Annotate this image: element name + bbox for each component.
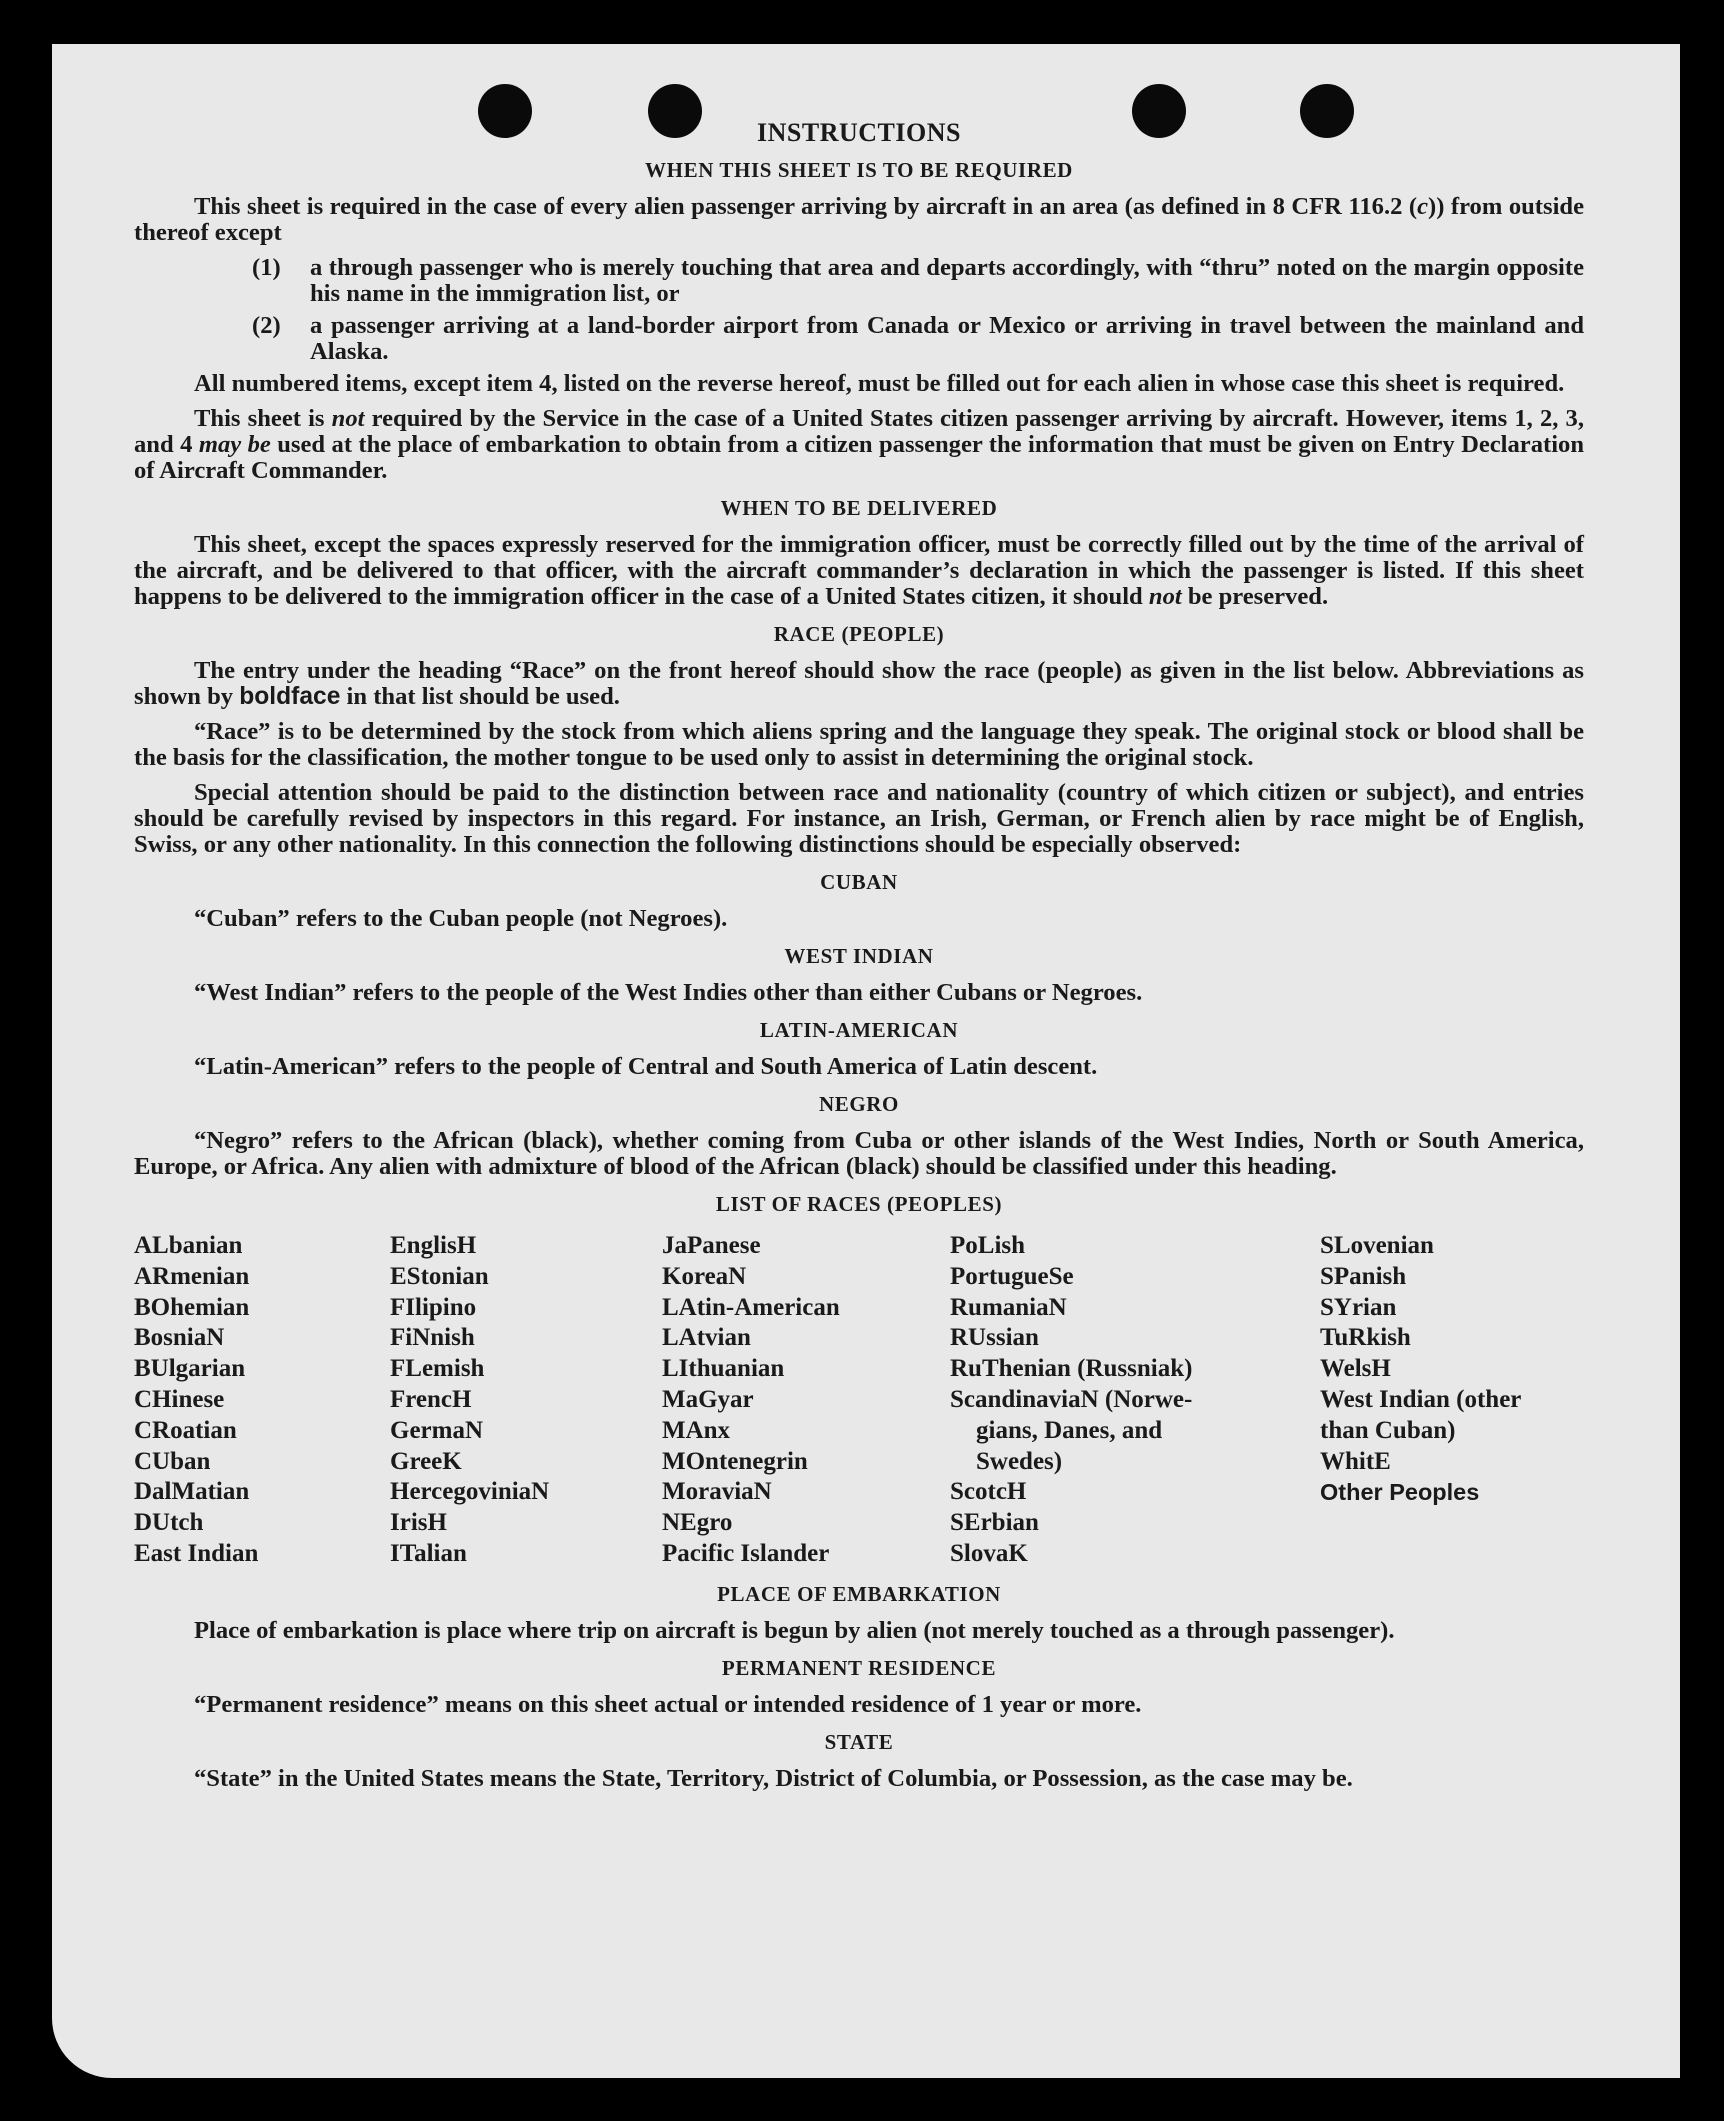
race-item: FIlipino — [390, 1293, 477, 1321]
race-item: MOntenegrin — [662, 1447, 808, 1475]
required-paragraph-1: This sheet is required in the case of every alien passenger arriving by aircraft in an area (as defined in 8 CFR 116.2 (c)) from outside thereof except — [134, 193, 1584, 246]
required-paragraph-3: This sheet is not required by the Service in the case of a United States citizen passenger arriving by aircraft. However, items 1, 2, 3, and 4 may be used at the place of embarkation to obtain from a citizen passenger the information that must be given on Entry Declaration of Aircraft Commander. — [134, 405, 1584, 484]
race-item: Swedes) — [976, 1447, 1063, 1475]
race-item: BOhemian — [134, 1293, 250, 1321]
document-page — [52, 44, 1680, 2078]
race-item: RUssian — [950, 1324, 1039, 1352]
race-item: DUtch — [134, 1509, 204, 1537]
race-paragraph-2: “Race” is to be determined by the stock from which aliens spring and the language they speak. The original stock or blood shall be the basis for the classification, the mother tongue to be used only to assist in determining the original stock. — [134, 718, 1584, 771]
race-item: WelsH — [1320, 1355, 1391, 1383]
heading-when-required: WHEN THIS SHEET IS TO BE REQUIRED — [645, 158, 1073, 182]
latin-american-text: “Latin-American” refers to the people of Central and South America of Latin descent. — [194, 1053, 1098, 1080]
race-item: ITalian — [390, 1539, 467, 1567]
race-item: ALbanian — [134, 1232, 243, 1259]
race-column-5 — [1320, 1231, 1584, 1570]
race-item: than Cuban) — [1320, 1416, 1456, 1444]
race-item: West Indian (other — [1320, 1385, 1522, 1413]
page-title: INSTRUCTIONS — [757, 118, 961, 147]
race-item: JaPanese — [662, 1232, 761, 1259]
race-item: ScandinaviaN (Norwe- — [950, 1385, 1193, 1413]
race-item: CRoatian — [134, 1416, 237, 1444]
race-item: GreeK — [390, 1447, 462, 1475]
race-item: East Indian — [134, 1539, 259, 1567]
race-item: Pacific Islander — [662, 1539, 830, 1567]
race-item: GermaN — [390, 1416, 484, 1444]
race-item: FrencH — [390, 1385, 472, 1413]
race-item: BUlgarian — [134, 1355, 246, 1383]
race-item: MAnx — [662, 1416, 731, 1444]
required-paragraph-2: All numbered items, except item 4, listed on the reverse hereof, must be filled out for each alien in whose case this sheet is required. — [194, 370, 1565, 397]
heading-negro: NEGRO — [818, 1092, 899, 1116]
race-item: EnglisH — [390, 1232, 477, 1259]
race-column-4 — [950, 1231, 1320, 1570]
race-item: LAtvian — [662, 1324, 751, 1352]
exception-item-1: (1) a through passenger who is merely touching that area and departs accordingly, with “thru” noted on the margin opposite his name in the immigration list, or — [252, 254, 1584, 307]
race-item: SErbian — [950, 1509, 1039, 1537]
race-item: SYrian — [1320, 1293, 1397, 1321]
race-item: RumaniaN — [950, 1293, 1067, 1321]
race-item: MaGyar — [662, 1385, 754, 1413]
race-item: PoLish — [950, 1232, 1026, 1259]
race-item: CHinese — [134, 1385, 225, 1413]
heading-list-of-races: LIST OF RACES (PEOPLES) — [715, 1192, 1003, 1216]
heading-permanent-residence: PERMANENT RESIDENCE — [721, 1655, 997, 1680]
race-item: Other Peoples — [1320, 1479, 1480, 1506]
race-item: LIthuanian — [662, 1355, 785, 1383]
heading-latin-american: LATIN-AMERICAN — [759, 1018, 959, 1042]
exception-item-2: (2) a passenger arriving at a land-border airport from Canada or Mexico or arriving in travel between the mainland and Alaska. — [252, 312, 1584, 365]
embarkation-text: Place of embarkation is place where trip on aircraft is begun by alien (not merely touched as a through passenger). — [194, 1616, 1395, 1644]
race-item: ARmenian — [134, 1262, 250, 1290]
race-column-2 — [390, 1231, 662, 1570]
heading-west-indian: WEST INDIAN — [784, 944, 934, 968]
race-paragraph-1: The entry under the heading “Race” on the front hereof should show the race (people) as given in the list below. Abbreviations as shown by boldface in that list should be used. — [134, 657, 1584, 710]
race-item: SlovaK — [950, 1539, 1028, 1567]
race-item: BosniaN — [134, 1324, 225, 1352]
race-list — [134, 1231, 1584, 1570]
race-item: gians, Danes, and — [976, 1416, 1163, 1444]
heading-when-delivered: WHEN TO BE DELIVERED — [720, 496, 998, 520]
race-item: LAtin-American — [662, 1293, 840, 1321]
race-item: FLemish — [390, 1355, 485, 1383]
heading-race: RACE (PEOPLE) — [773, 622, 945, 646]
race-item: KoreaN — [662, 1262, 747, 1290]
race-item: IrisH — [390, 1509, 447, 1537]
race-item: FiNnish — [390, 1324, 475, 1352]
heading-cuban: CUBAN — [820, 870, 898, 894]
west-indian-text: “West Indian” refers to the people of the West Indies other than either Cubans or Negroes. — [194, 979, 1143, 1006]
race-column-1 — [134, 1231, 390, 1570]
negro-text: “Negro” refers to the African (black), whether coming from Cuba or other islands of the West Indies, North or South America, Europe, or Africa. Any alien with admixture of blood of the African (black) should be classified under this heading. — [134, 1127, 1584, 1180]
race-item: DalMatian — [134, 1478, 250, 1506]
race-item: HercegoviniaN — [390, 1478, 550, 1506]
heading-place-of-embarkation: PLACE OF EMBARKATION — [717, 1581, 1001, 1606]
race-item: SLovenian — [1320, 1232, 1434, 1259]
race-item: NEgro — [662, 1509, 733, 1537]
race-item: WhitE — [1320, 1447, 1391, 1475]
race-item: ScotcH — [950, 1478, 1027, 1506]
race-item: RuThenian (Russniak) — [950, 1355, 1193, 1383]
race-item: MoraviaN — [662, 1478, 772, 1506]
residence-text: “Permanent residence” means on this sheet actual or intended residence of 1 year or more. — [194, 1690, 1142, 1718]
state-text: “State” in the United States means the State, Territory, District of Columbia, or Possession, as the case may be. — [194, 1764, 1353, 1792]
race-item: EStonian — [390, 1262, 489, 1290]
cuban-text: “Cuban” refers to the Cuban people (not Negroes). — [194, 905, 728, 932]
race-item: TuRkish — [1320, 1324, 1411, 1352]
race-paragraph-3: Special attention should be paid to the distinction between race and nationality (country of which citizen or subject), and entries should be carefully revised by inspectors in this regard. For instance, an Irish, German, or French alien by race might be of English, Swiss, or any other nationality. In this connection the following distinctions should be especially observed: — [134, 779, 1584, 858]
delivered-paragraph: This sheet, except the spaces expressly reserved for the immigration officer, must be correctly filled out by the time of the arrival of the aircraft, and be delivered to that officer, with the aircraft commander’s declaration in which the passenger is listed. If this sheet happens to be delivered to the immigration officer in the case of a United States citizen, it should not be preserved. — [134, 531, 1584, 610]
heading-state: STATE — [824, 1729, 894, 1754]
race-item: SPanish — [1320, 1262, 1407, 1290]
race-item: PortugueSe — [950, 1262, 1074, 1290]
race-item: CUban — [134, 1447, 211, 1475]
instructions-body — [134, 120, 1584, 1801]
race-column-3 — [662, 1231, 950, 1570]
